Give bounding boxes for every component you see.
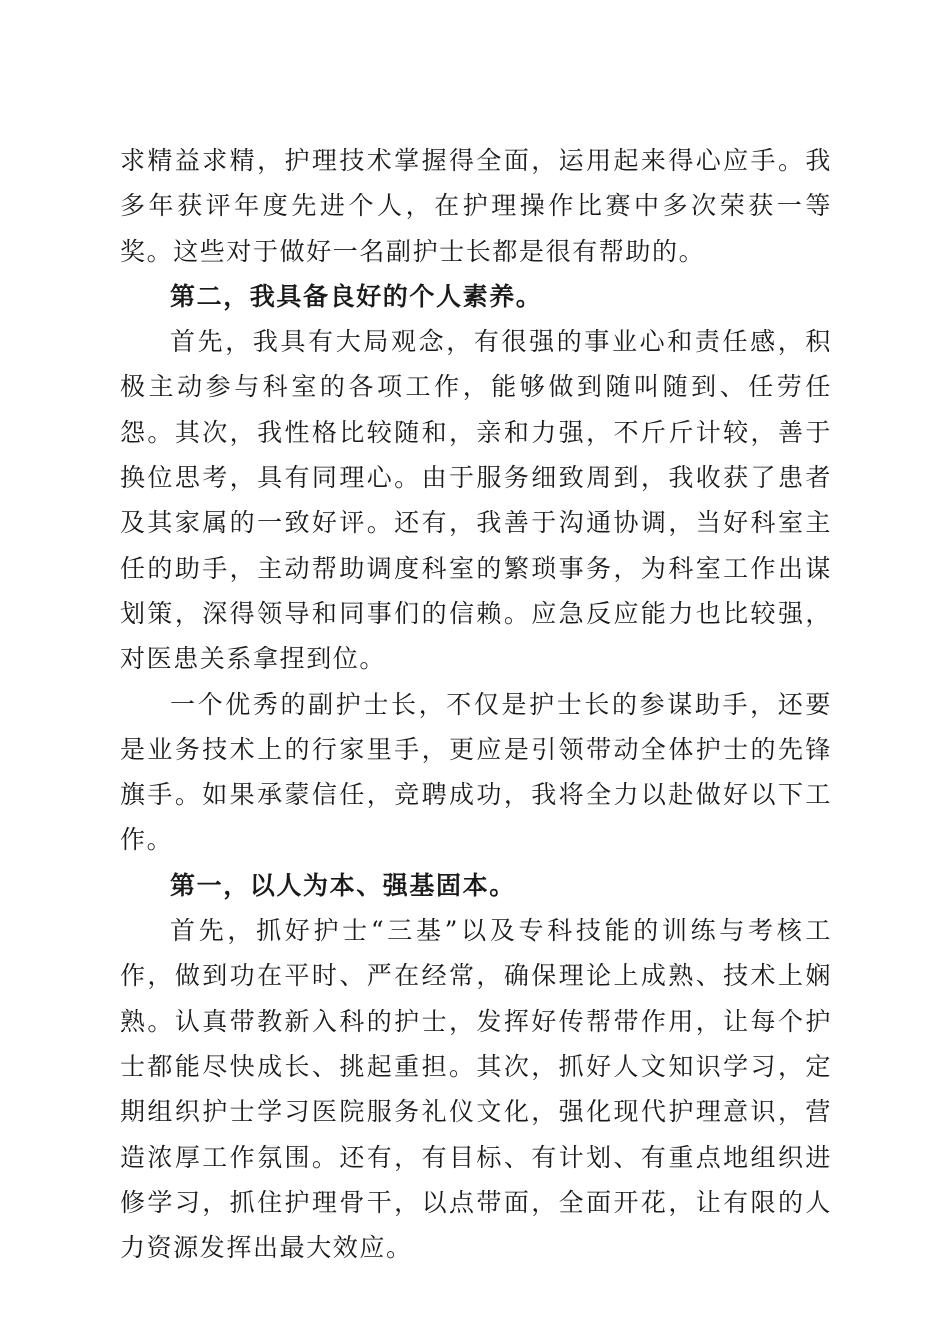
- paragraph-training-plan: 首先，抓好护士“三基”以及专科技能的训练与考核工作，做到功在平时、严在经常，确保理论上成熟、技术上娴熟。认真带教新入科的护士，发挥好传帮带作用，让每个护士都能尽快成长、挑起重担。其次，抓好人文知识学习，定期组织护士学习医院服务礼仪文化，强化现代护理意识，营造浓厚工作氛围。还有，有目标、有计划、有重点地组织进修学习，抓住护理骨干，以点带面，全面开花，让有限的人力资源发挥出最大效应。: [120, 916, 832, 1263]
- document-body: [120, 138, 832, 1270]
- section-heading-first: 第一，以人为本、强基固本。: [170, 870, 516, 900]
- section-heading-second: 第二，我具备良好的个人素养。: [170, 281, 543, 311]
- paragraph-personal-qualities: 首先，我具有大局观念，有很强的事业心和责任感，积极主动参与科室的各项工作，能够做到随叫随到、任劳任怨。其次，我性格比较随和，亲和力强，不斤斤计较，善于换位思考，具有同理心。由于服务细致周到，我收获了患者及其家属的一致好评。还有，我善于沟通协调，当好科室主任的助手，主动帮助调度科室的繁琐事务，为科室工作出谋划策，深得领导和同事们的信赖。应急反应能力也比较强，对医患关系拿捏到位。: [120, 327, 832, 674]
- paragraph-continuation: 求精益求精，护理技术掌握得全面，运用起来得心应手。我多年获评年度先进个人，在护理操作比赛中多次荣获一等奖。这些对于做好一名副护士长都是很有帮助的。: [120, 146, 832, 266]
- paragraph-role-statement: 一个优秀的副护士长，不仅是护士长的参谋助手，还要是业务技术上的行家里手，更应是引领带动全体护士的先锋旗手。如果承蒙信任，竞聘成功，我将全力以赴做好以下工作。: [120, 689, 832, 855]
